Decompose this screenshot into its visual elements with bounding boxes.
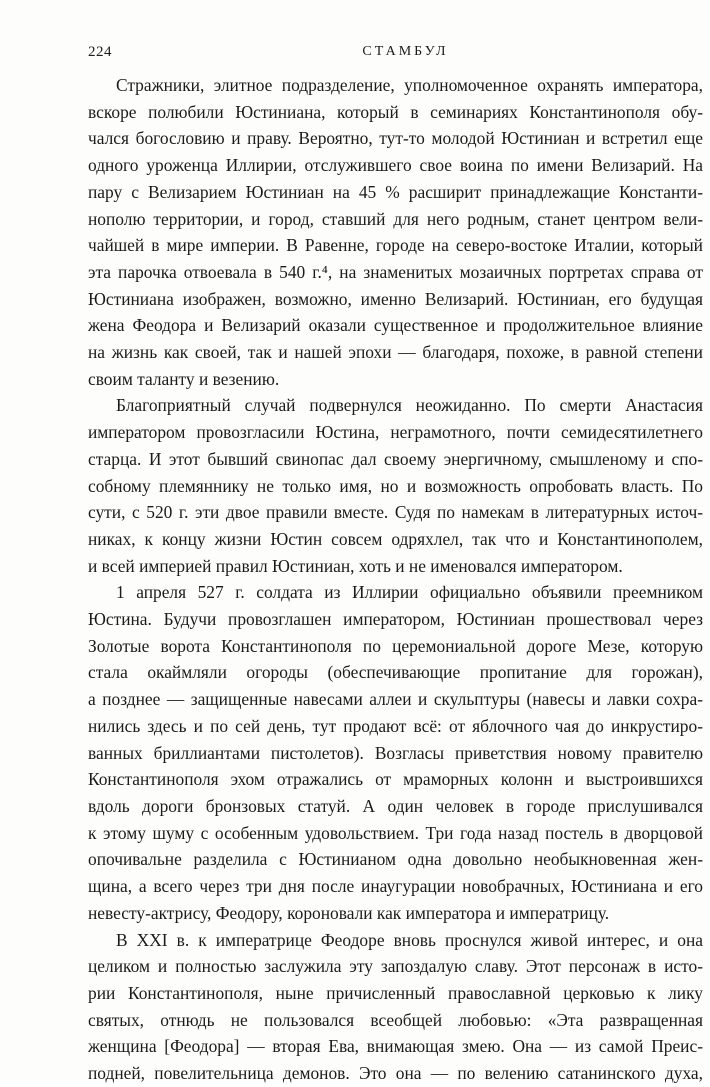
text-line: ванных бриллиантами пистолетов). Возгласы приветствия новому правителю bbox=[88, 742, 703, 763]
paragraph-4 bbox=[88, 927, 703, 1087]
page-number: 224 bbox=[88, 44, 112, 60]
text-line: нополю территории, и город, ставший для него родным, станет центром вели- bbox=[88, 208, 703, 229]
text-line: собному племяннику не только имя, но и возможность опробовать власть. По bbox=[88, 475, 703, 496]
text-line: чайшей в мире империи. В Равенне, городе на северо-востоке Италии, который bbox=[88, 235, 703, 256]
text-line: и всей империей правил Юстиниан, хоть и не именовался императором. bbox=[88, 555, 623, 576]
paragraph-3 bbox=[88, 579, 703, 926]
text-line: стала окаймляли огороды (обеспечивающие пропитание для горожан), bbox=[88, 662, 703, 683]
text-line: к этому шуму с особенным удовольствием. Три года назад постель в дворцовой bbox=[88, 822, 703, 843]
text-line: своим таланту и везению. bbox=[88, 368, 280, 389]
text-line: эта парочка отвоевала в 540 г.⁴, на знаменитых мозаичных портретах справа от bbox=[88, 261, 703, 282]
text-line: невесту-актрису, Феодору, короновали как императора и императрицу. bbox=[88, 902, 610, 923]
text-line: Стражники, элитное подразделение, уполномоченное охранять императора, bbox=[116, 75, 703, 95]
text-line: императором провозгласили Юстина, неграмотного, почти семидесятилетнего bbox=[88, 422, 703, 443]
text-line: нились здесь и по сей день, тут продают всё: от яблочного чая до инкрустиро- bbox=[88, 715, 703, 736]
text-line: сути, с 520 г. эти двое правили вместе. Судя по намекам в литературных источ- bbox=[88, 502, 703, 523]
text-line: Золотые ворота Константинополя по церемониальной дороге Мезе, которую bbox=[88, 635, 703, 656]
text-line: на жизнь как своей, так и нашей эпохи — благодаря, похоже, в равной степени bbox=[88, 342, 703, 363]
text-line: В XXI в. к императрице Феодоре вновь проснулся живой интерес, и она bbox=[116, 929, 703, 950]
text-line: жена Феодора и Велизарий оказали существенное и продолжительное влияние bbox=[88, 315, 703, 336]
text-line: женщина [Феодора] — вторая Ева, внимающая змею. Она — из самой Преис- bbox=[88, 1036, 703, 1057]
text-line: святых, отнюдь не пользовался всеобщей любовью: «Эта развращенная bbox=[88, 1009, 703, 1030]
text-line: Благоприятный случай подвернулся неожиданно. По смерти Анастасия bbox=[116, 395, 703, 416]
paragraph-1 bbox=[88, 72, 703, 392]
book-title: СТАМБУЛ bbox=[362, 44, 449, 59]
text-line: опочивальне разделила с Юстинианом одна довольно необыкновенная жен- bbox=[88, 849, 703, 870]
text-line: никах, к концу жизни Юстин совсем одряхлел, так что и Константинополем, bbox=[88, 528, 703, 549]
text-line: целиком и полностью заслужила эту запоздалую славу. Этот персонаж в исто- bbox=[88, 956, 703, 977]
text-line: старца. И этот бывший свинопас дал своему энергичному, смышленому и спо- bbox=[88, 448, 703, 469]
text-line: 1 апреля 527 г. солдата из Иллирии официально объявили преемником bbox=[116, 582, 703, 603]
text-line: одного уроженца Иллирии, отслужившего свое воина по имени Велизарий. На bbox=[88, 155, 703, 176]
text-line: чался богословию и праву. Вероятно, тут-то молодой Юстиниан и встретил еще bbox=[88, 128, 703, 149]
text-line: щина, а всего через три дня после инаугурации новобрачных, Юстиниана и его bbox=[88, 876, 703, 897]
text-line: рии Константинополя, ныне причисленный православной церковью к лику bbox=[88, 982, 703, 1003]
text-line: Юстиниана изображен, возможно, именно Велизарий. Юстиниан, его будущая bbox=[88, 288, 703, 309]
text-line: вскоре полюбили Юстиниана, который в семинариях Константинополя обу- bbox=[88, 101, 703, 122]
body-text bbox=[88, 72, 703, 1087]
text-line: Юстина. Будучи провозглашен императором, Юстиниан прошествовал через bbox=[88, 609, 703, 630]
text-line: а позднее — защищенные навесами аллеи и скульптуры (навесы и лавки сохра- bbox=[88, 689, 703, 710]
paragraph-2 bbox=[88, 392, 703, 579]
text-line: Константинополя эхом отражались от мраморных колонн и выстроившихся bbox=[88, 769, 703, 790]
running-head bbox=[88, 44, 703, 64]
text-line: вдоль дороги бронзовых статуй. А один человек в городе прислушивался bbox=[88, 795, 703, 816]
text-line: подней, повелительница демонов. Это она — по велению сатанинского духа, bbox=[88, 1063, 703, 1084]
text-line: пару с Велизарием Юстиниан на 45 % расширит принадлежащие Константи- bbox=[88, 181, 703, 202]
